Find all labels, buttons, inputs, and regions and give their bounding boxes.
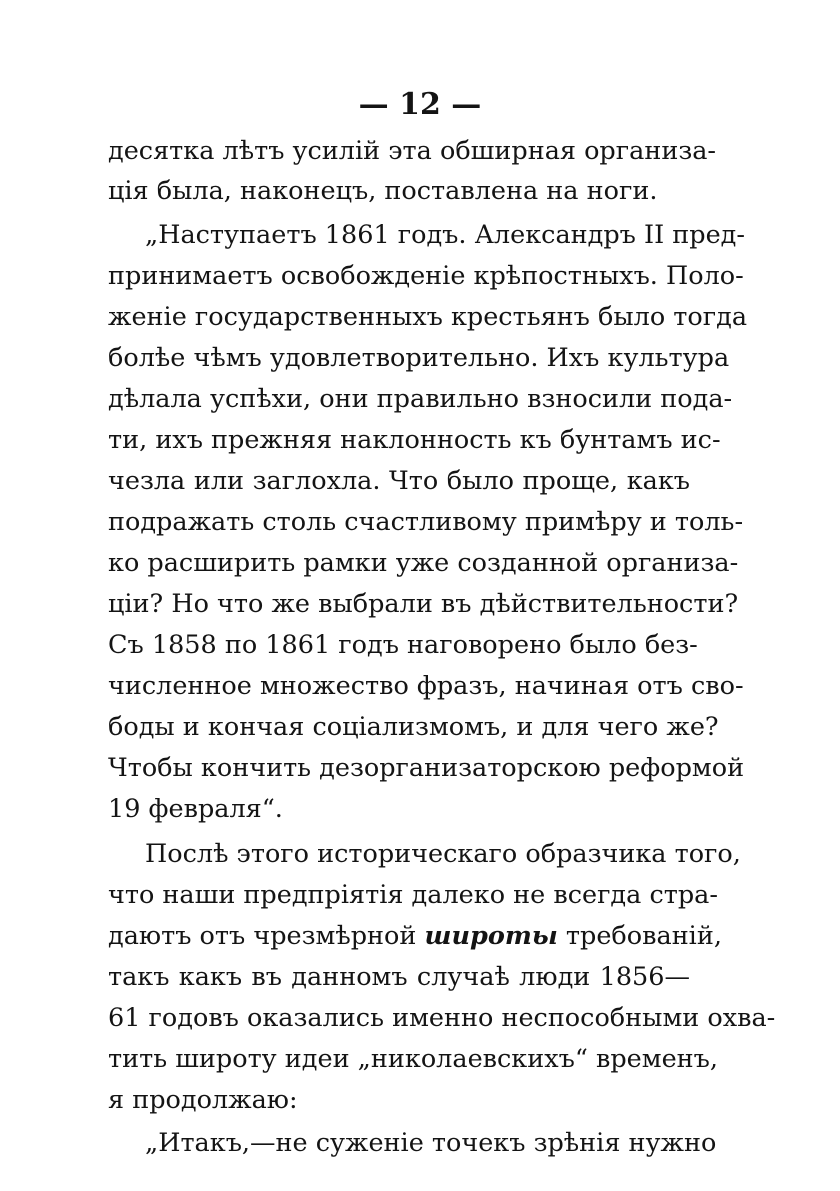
- text-line: ко расширить рамки уже созданной организа-: [108, 548, 739, 578]
- text-line: дѣлала успѣхи, они правильно взносили пода-: [108, 384, 733, 414]
- text-line: Послѣ этого историческаго образчика того,: [145, 839, 741, 869]
- text-run: требованій,: [557, 921, 722, 951]
- text-line: 61 годовъ оказались именно неспособными охва-: [108, 1003, 776, 1033]
- text-line: принимаетъ освобожденіе крѣпостныхъ. Поло-: [108, 261, 744, 291]
- text-line: такъ какъ въ данномъ случаѣ люди 1856—: [108, 962, 690, 992]
- emphasis-text: широты: [424, 921, 558, 951]
- text-line: ти, ихъ прежняя наклонность къ бунтамъ ис-: [108, 425, 721, 455]
- text-run: даютъ отъ чрезмѣрной: [108, 921, 425, 951]
- text-line: тить широту идеи „николаевскихъ“ временъ,: [108, 1044, 719, 1074]
- text-line: „Итакъ,—не суженіе точекъ зрѣнія нужно: [145, 1128, 717, 1158]
- text-line: 19 февраля“.: [108, 794, 283, 824]
- text-line: боды и кончая соціализмомъ, и для чего же?: [108, 712, 719, 742]
- text-line: Съ 1858 по 1861 годъ наговорено было без-: [108, 630, 698, 660]
- text-line: я продолжаю:: [108, 1085, 298, 1115]
- text-line: ціи? Но что же выбрали въ дѣйствительности?: [108, 589, 739, 619]
- text-line: подражать столь счастливому примѣру и толь-: [108, 507, 744, 537]
- text-line: „Наступаетъ 1861 годъ. Александръ II пред-: [145, 220, 745, 250]
- text-line: болѣе чѣмъ удовлетворительно. Ихъ культура: [108, 343, 730, 373]
- text-line: женіе государственныхъ крестьянъ было тогда: [108, 302, 748, 332]
- text-line: численное множество фразъ, начиная отъ сво-: [108, 671, 744, 701]
- page-number: — 12 —: [358, 87, 482, 122]
- text-line: Чтобы кончить дезорганизаторскою реформой: [108, 753, 745, 783]
- text-line: что наши предпріятія далеко не всегда стра-: [108, 880, 718, 910]
- text-line: десятка лѣтъ усилій эта обширная организа-: [108, 136, 717, 166]
- text-line: ція была, наконецъ, поставлена на ноги.: [108, 176, 658, 206]
- text-line: чезла или заглохла. Что было проще, какъ: [108, 466, 690, 496]
- text-line: [108, 916, 722, 956]
